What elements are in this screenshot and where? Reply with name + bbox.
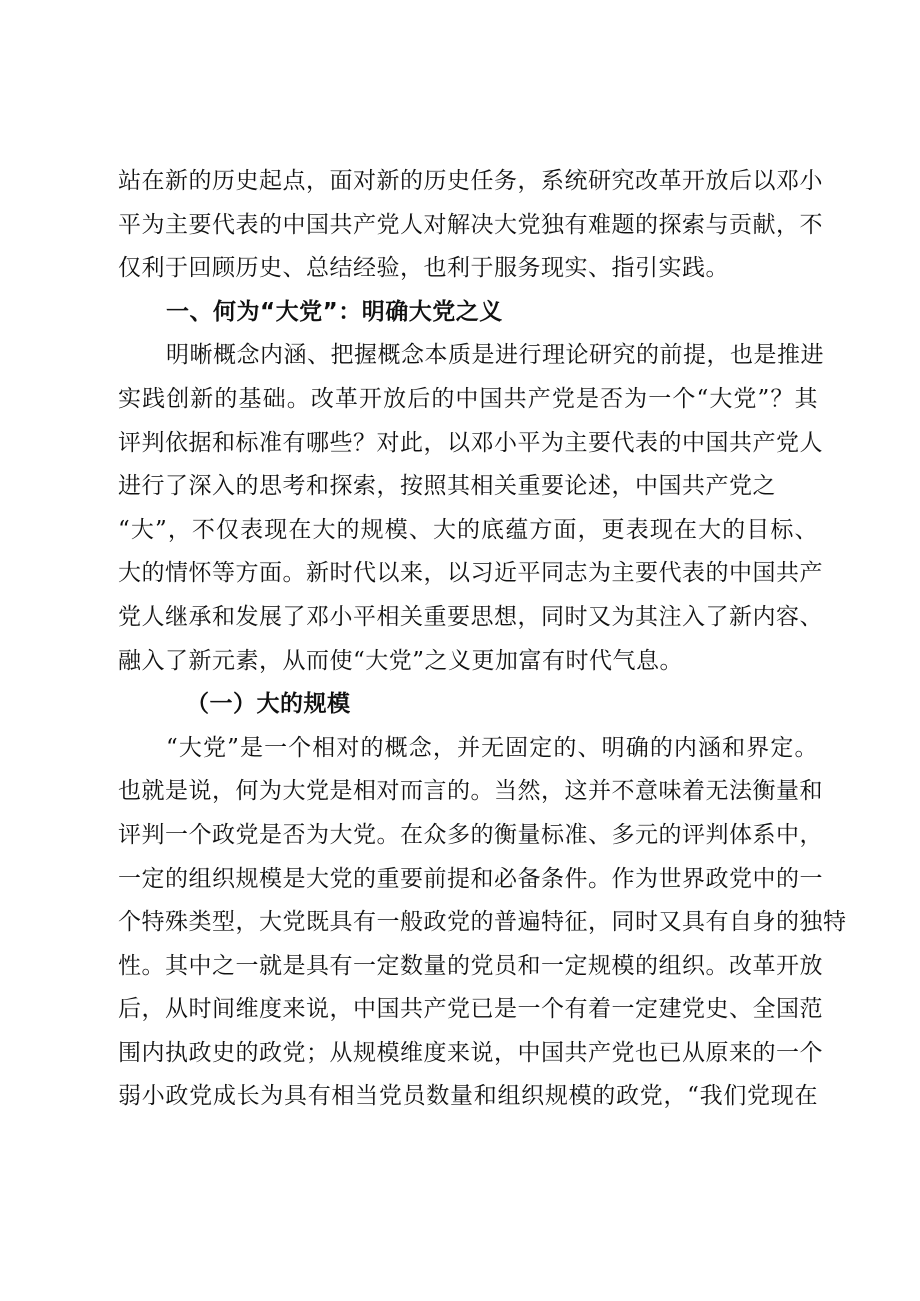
paragraph-line: 也就是说，何为大党是相对而言的。当然，这并不意味着无法衡量和 <box>118 778 823 805</box>
paragraph-line: 后，从时间维度来说，中国共产党已是一个有着一定建党史、全国范 <box>118 996 823 1023</box>
paragraph-line: 大的情怀等方面。新时代以来，以习近平同志为主要代表的中国共产 <box>118 560 823 587</box>
paragraph-line: 平为主要代表的中国共产党人对解决大党独有难题的探索与贡献，不 <box>118 211 823 238</box>
document-body <box>118 160 847 1119</box>
paragraph-line: 明晰概念内涵、把握概念本质是进行理论研究的前提，也是推进 <box>166 342 824 369</box>
paragraph-line: 围内执政史的政党；从规模维度来说，中国共产党也已从原来的一个 <box>118 1039 823 1066</box>
paragraph-line: 一定的组织规模是大党的重要前提和必备条件。作为世界政党中的一 <box>118 865 823 892</box>
paragraph-line: 融入了新元素，从而使“大党”之义更加富有时代气息。 <box>118 647 684 674</box>
paragraph-line: “大党”是一个相对的概念，并无固定的、明确的内涵和界定。 <box>166 734 818 761</box>
paragraph-line: “大”，不仅表现在大的规模、大的底蕴方面，更表现在大的目标、 <box>118 516 818 543</box>
paragraph-line: 性。其中之一就是具有一定数量的党员和一定规模的组织。改革开放 <box>118 952 823 979</box>
paragraph-line: 进行了深入的思考和探索，按照其相关重要论述，中国共产党之 <box>118 473 776 500</box>
paragraph-line: 弱小政党成长为具有相当党员数量和组织规模的政党，“我们党现在 <box>118 1083 818 1110</box>
paragraph-line: 实践创新的基础。改革开放后的中国共产党是否为一个“大党”？其 <box>118 385 818 412</box>
paragraph-line: 仅利于回顾历史、总结经验，也利于服务现实、指引实践。 <box>118 255 729 282</box>
paragraph-line: 评判依据和标准有哪些？对此，以邓小平为主要代表的中国共产党人 <box>118 429 823 456</box>
paragraph-line: 党人继承和发展了邓小平相关重要思想，同时又为其注入了新内容、 <box>118 603 823 630</box>
paragraph-line: 评判一个政党是否为大党。在众多的衡量标准、多元的评判体系中， <box>118 821 823 848</box>
subsection-heading: （一）大的规模 <box>186 691 351 718</box>
paragraph-line: 站在新的历史起点，面对新的历史任务，系统研究改革开放后以邓小 <box>118 168 823 194</box>
paragraph-line: 个特殊类型，大党既具有一般政党的普遍特征，同时又具有自身的独特 <box>118 909 847 936</box>
section-heading: 一、何为“大党”：明确大党之义 <box>166 298 503 325</box>
